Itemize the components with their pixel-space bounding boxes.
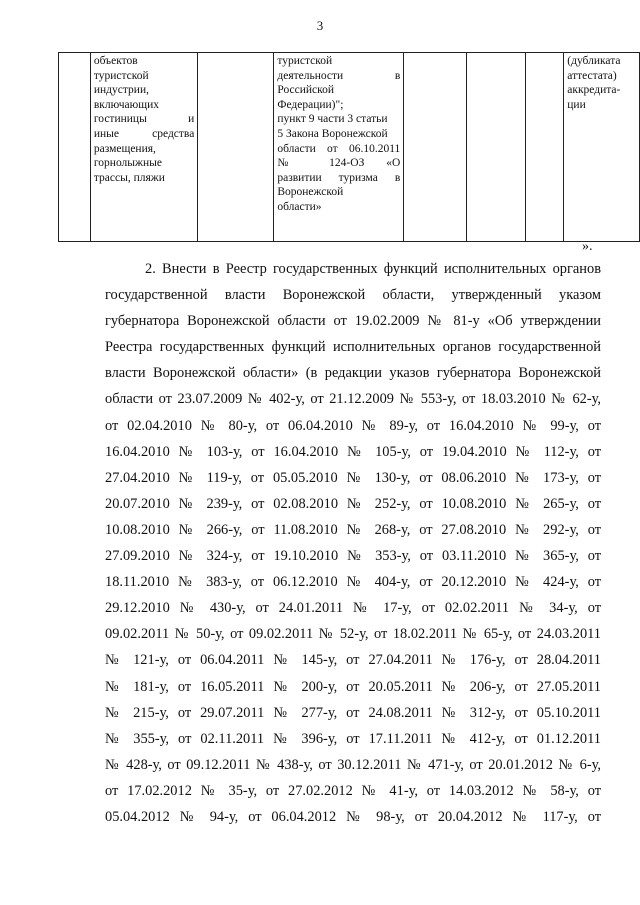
paragraph-line: губернатора Воронежской области от 19.02.2009 № 81-у «Об утверждении [105,313,601,330]
table-cell-objects [90,53,197,242]
table-cell-empty [466,53,525,242]
decree-paragraph [105,256,601,830]
table-cell-line: индустрии, [93,84,149,97]
paragraph-line: Реестра государственных функций исполнительных органов государственной [105,339,601,356]
table-cell-line: области» [277,200,322,213]
table-cell-empty [198,53,274,242]
paragraph-line: № 355-у, от 02.11.2011 № 396-у, от 17.11.2011 № 412-у, от 01.12.2011 [105,730,601,747]
paragraph-line: 18.11.2010 № 383-у, от 06.12.2010 № 404-у, от 20.12.2010 № 424-у, от [105,574,601,591]
table-cell-line: размещения, [93,142,156,155]
paragraph-line: от 17.02.2012 № 35-у, от 27.02.2012 № 41-у, от 14.03.2012 № 58-у, от [105,782,601,799]
registry-table-fragment [58,52,640,242]
paragraph-line: 05.04.2012 № 94-у, от 06.04.2012 № 98-у, от 20.04.2012 № 117-у, от [105,808,601,825]
paragraph-line: 29.12.2010 № 430-у, от 24.01.2011 № 17-у, от 02.02.2011 № 34-у, от [105,600,601,617]
paragraph-line: власти Воронежской области» (в редакции указов губернатора Воронежской [105,365,601,382]
paragraph-line: № 181-у, от 16.05.2011 № 200-у, от 20.05.2011 № 206-у, от 27.05.2011 [105,678,601,695]
table-cell-line: трассы, пляжи [93,171,165,184]
table-cell-line: области от 06.10.2011 [277,142,401,155]
paragraph-line: 2. Внести в Реестр государственных функций исполнительных органов [145,261,601,277]
paragraph-line: 16.04.2010 № 103-у, от 16.04.2010 № 105-у, от 19.04.2010 № 112-у, от [105,443,601,460]
table-cell-document [564,53,640,242]
table-cell-line: Российской [277,84,335,97]
paragraph-line: от 02.04.2010 № 80-у, от 06.04.2010 № 89-у, от 16.04.2010 № 99-у, от [105,417,601,434]
paragraph-line: области от 23.07.2009 № 402-у, от 21.12.2009 № 553-у, от 18.03.2010 № 62-у, [105,391,601,408]
table-cell-line: горнолыжные [93,157,162,170]
page-number: 3 [316,18,324,33]
paragraph-line: государственной власти Воронежской области, утвержденный указом [105,287,601,304]
table-cell-line: № 124-ОЗ «О [277,157,401,170]
paragraph-line: 27.04.2010 № 119-у, от 05.05.2010 № 130-у, от 08.06.2010 № 173-у, от [105,469,601,486]
paragraph-line: 09.02.2011 № 50-у, от 09.02.2011 № 52-у, от 18.02.2011 № 65-у, от 24.03.2011 [105,626,601,643]
table-cell-line: иные средства [93,127,195,140]
table-cell-line: Федерации)"; [277,98,344,111]
table-cell-line: объектов [93,55,138,67]
table-cell-line: включающих [93,98,160,111]
paragraph-line: 27.09.2010 № 324-у, от 19.10.2010 № 353-у, от 03.11.2010 № 365-у, от [105,548,601,565]
table-cell-empty [404,53,466,242]
table-cell-line: аккредита- [567,84,621,97]
paragraph-line: № 428-у, от 09.12.2011 № 438-у, от 30.12.2011 № 471-у, от 20.01.2012 № 6-у, [105,756,601,773]
closing-quote: ». [582,239,593,254]
table-cell-line: гостиницы и [93,113,195,126]
table-cell-line: 5 Закона Воронежской [277,127,388,140]
table-row [59,53,640,242]
paragraph-line: 20.07.2010 № 239-у, от 02.08.2010 № 252-у, от 10.08.2010 № 265-у, от [105,495,601,512]
table-cell-number [59,53,91,242]
table-cell-line: аттестата) [567,69,617,82]
paragraph-line: № 121-у, от 06.04.2011 № 145-у, от 27.04.2011 № 176-у, от 28.04.2011 [105,652,601,669]
table-cell-line: (дубликата [567,55,621,67]
table-cell-line: пункт 9 части 3 статьи [277,113,388,126]
table-cell-line: ции [567,98,586,111]
table-cell-line: развитии туризма в [277,171,401,184]
table-cell-legal-basis [274,53,404,242]
paragraph-line: № 215-у, от 29.07.2011 № 277-у, от 24.08.2011 № 312-у, от 05.10.2011 [105,704,601,721]
table-cell-line: деятельности в [277,69,401,82]
paragraph-line: 10.08.2010 № 266-у, от 11.08.2010 № 268-у, от 27.08.2010 № 292-у, от [105,521,601,538]
table-cell-line: туристской [277,55,333,67]
table-cell-empty [525,53,563,242]
table-cell-line: туристской [93,69,149,82]
table-cell-line: Воронежской [277,186,344,199]
